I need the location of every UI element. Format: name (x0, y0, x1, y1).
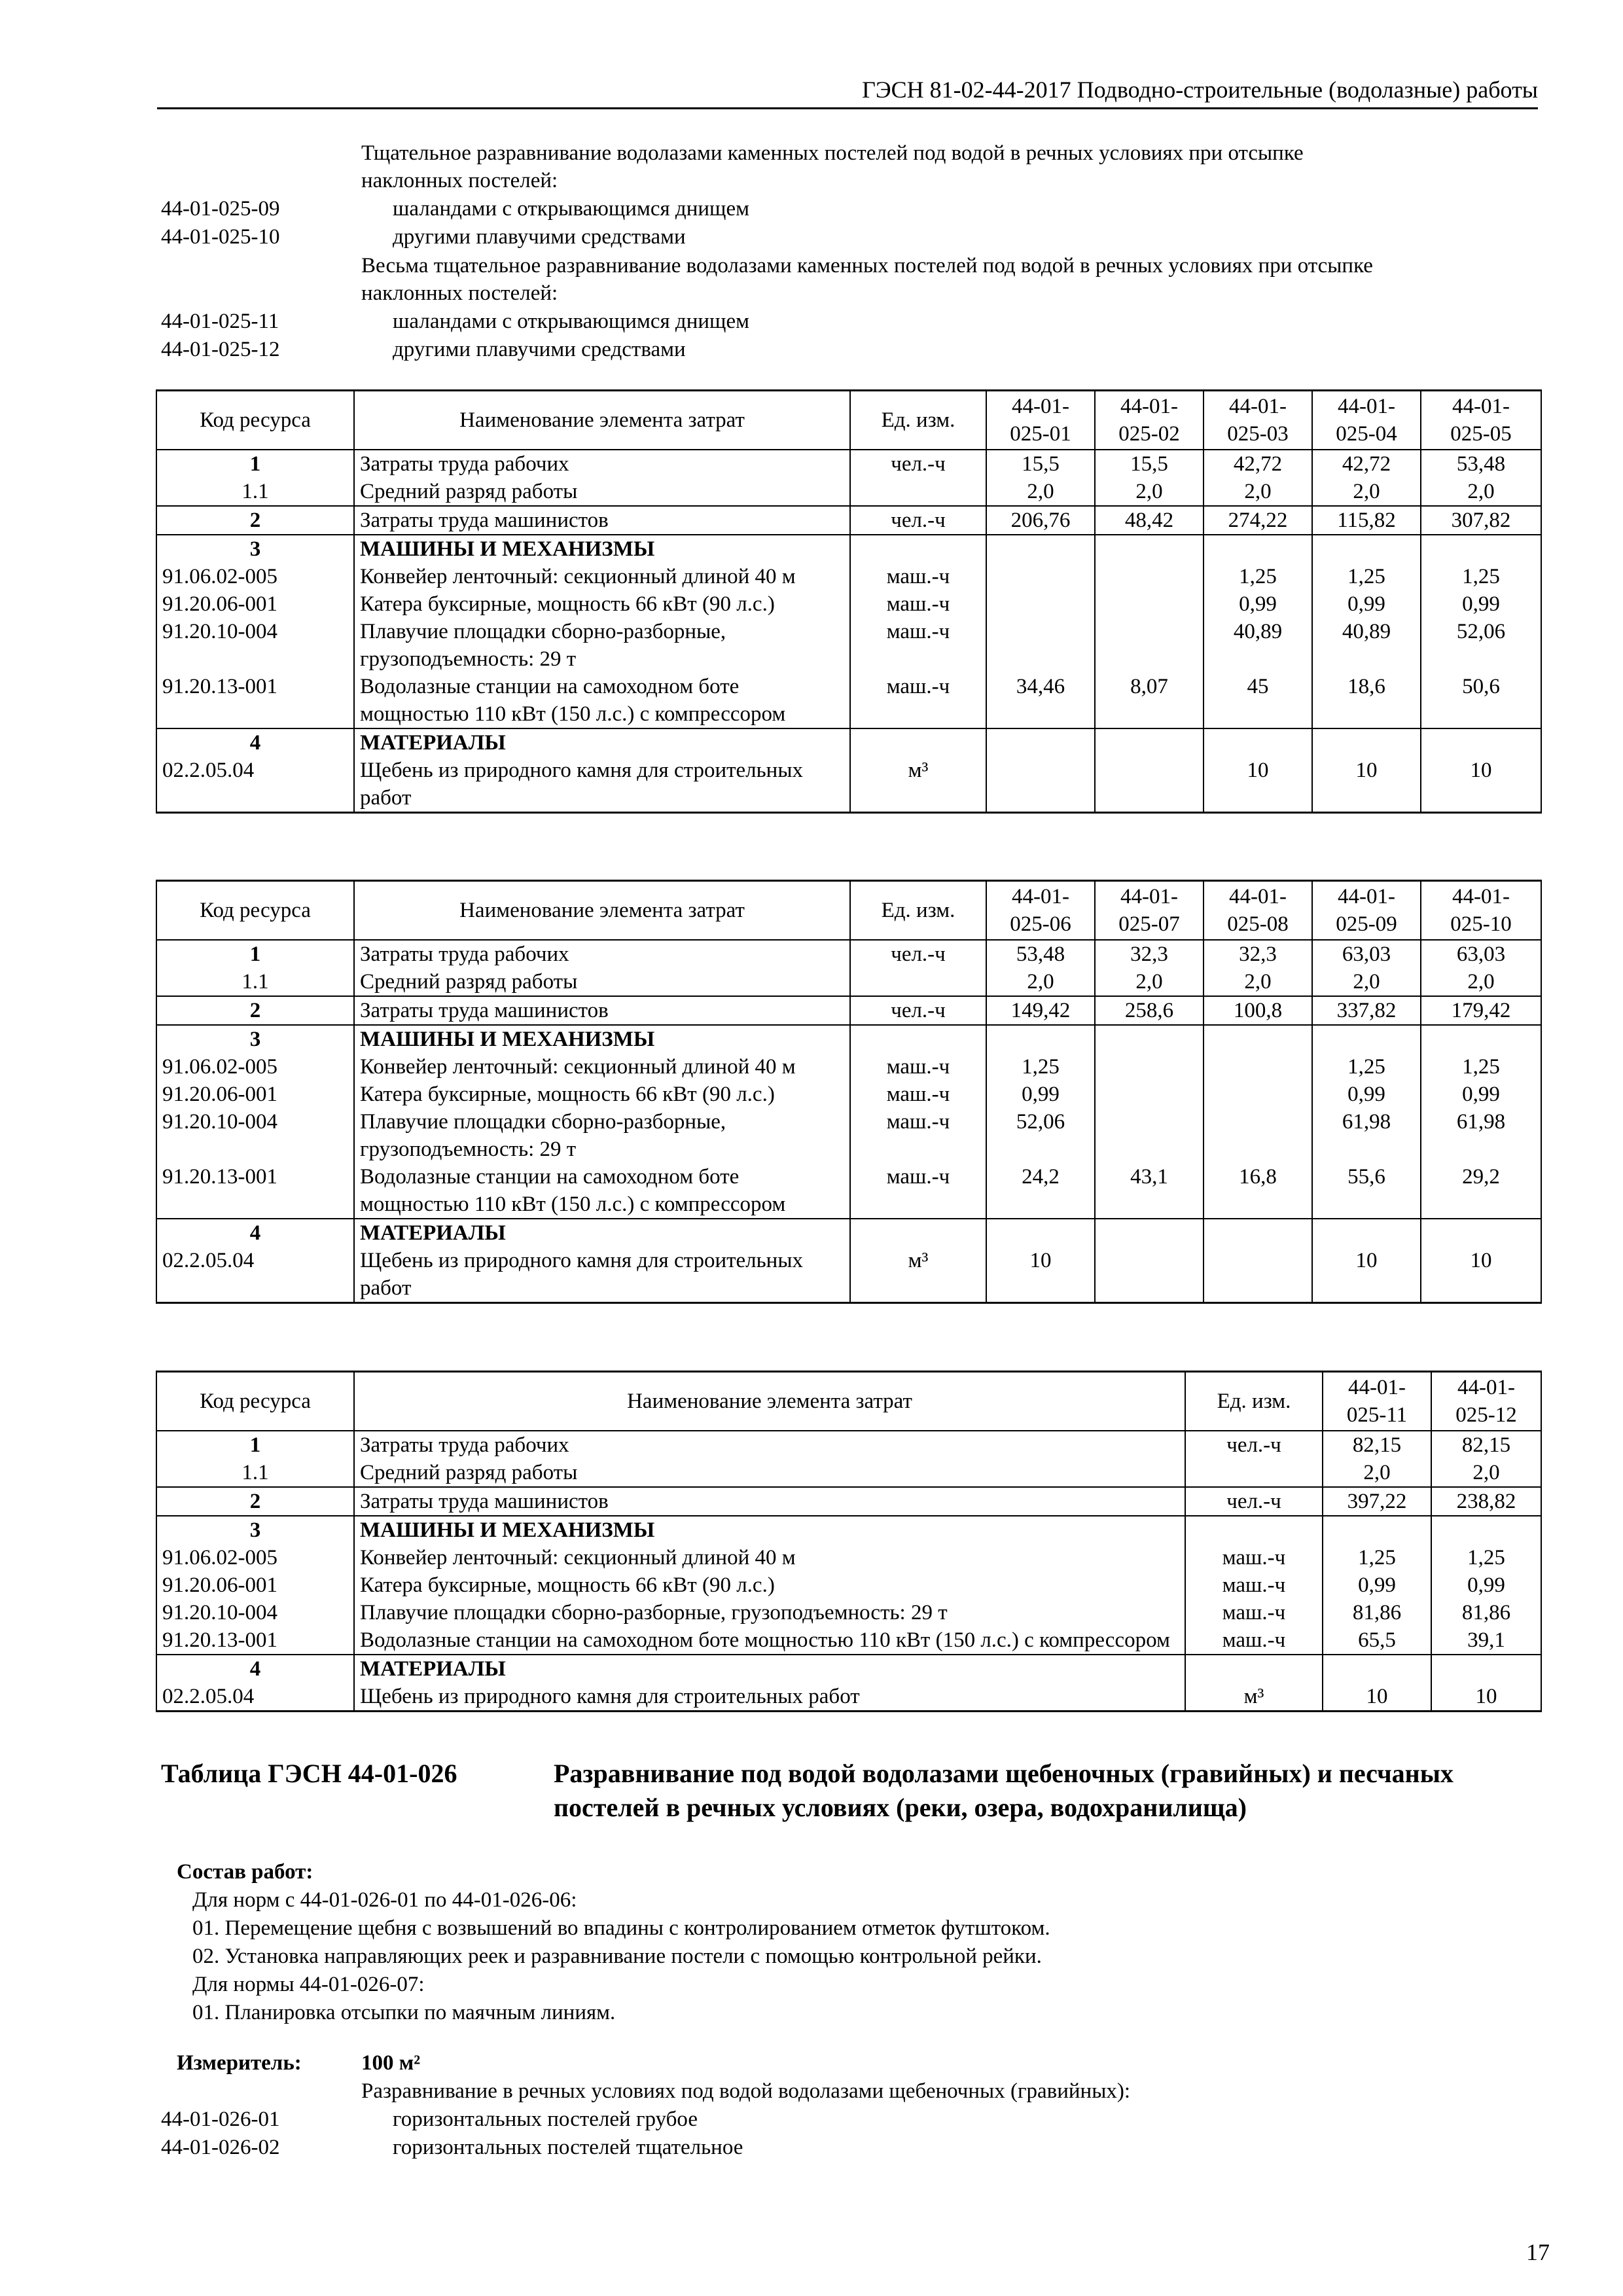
table-row: 1 Затраты труда рабочих чел.-ч 82,15 82,15 (156, 1431, 1541, 1459)
norm-code: 44-01-025-10 (161, 225, 280, 249)
header-name: Наименование элемента затрат (354, 1372, 1185, 1431)
norm-text: горизонтальных постелей грубое (393, 2108, 698, 2131)
table-row: 91.20.10-004 Плавучие площадки сборно-разборные, грузоподъемность: 29 т маш.-ч 40,89 40,89 52,06 (156, 618, 1541, 673)
meter-label: Измеритель: (177, 2051, 302, 2075)
header-norm: 44-01- 025-02 (1095, 391, 1204, 450)
work-line: 02. Установка направляющих реек и разравнивание постели с помощью контрольной рейки. (192, 1945, 1042, 1968)
norm-code: 44-01-025-11 (161, 310, 279, 333)
table-row: 4 МАТЕРИАЛЫ (156, 1219, 1541, 1247)
work-line: Для норм с 44-01-026-01 по 44-01-026-06: (192, 1888, 577, 1912)
header-code: Код ресурса (156, 391, 354, 450)
norm-code: 44-01-025-12 (161, 338, 280, 361)
table-row: 91.20.10-004 Плавучие площадки сборно-разборные, грузоподъемность: 29 т маш.-ч 52,06 61,98 61,98 (156, 1108, 1541, 1163)
header-norm: 44-01- 025-01 (986, 391, 1095, 450)
header-norm: 44-01- 025-12 (1431, 1372, 1541, 1431)
table-row: 91.06.02-005 Конвейер ленточный: секционный длиной 40 м маш.-ч 1,25 1,25 (156, 1544, 1541, 1571)
resource-table-1 (156, 389, 1542, 814)
resource-table-2 (156, 880, 1542, 1304)
table-row: 3 МАШИНЫ И МЕХАНИЗМЫ (156, 535, 1541, 563)
items-heading: Разравнивание в речных условиях под водой водолазами щебеночных (гравийных): (361, 2079, 1131, 2103)
table-row: 2 Затраты труда машинистов чел.-ч 206,76 48,42 274,22 115,82 307,82 (156, 506, 1541, 535)
table-row: 91.06.02-005 Конвейер ленточный: секционный длиной 40 м маш.-ч 1,25 1,25 1,25 (156, 1053, 1541, 1081)
work-heading: Состав работ: (177, 1860, 313, 1884)
header-title: ГЭСН 81-02-44-2017 Подводно-строительные (водолазные) работы (862, 77, 1538, 103)
table-row: 1 Затраты труда рабочих чел.-ч 15,5 15,5 42,72 42,72 53,48 (156, 450, 1541, 478)
norm-text: горизонтальных постелей тщательное (393, 2136, 743, 2159)
table-row: 4 МАТЕРИАЛЫ (156, 1655, 1541, 1683)
header-unit: Ед. изм. (1185, 1372, 1323, 1431)
table-row: 91.20.13-001 Водолазные станции на самоходном боте мощностью 110 кВт (150 л.с.) с компрессором маш.-ч 65,5 39,1 (156, 1626, 1541, 1655)
resource-table-3 (156, 1371, 1542, 1712)
table-row: 91.20.06-001 Катера буксирные, мощность 66 кВт (90 л.с.) маш.-ч 0,99 0,99 0,99 (156, 1081, 1541, 1108)
norm-code: 44-01-026-01 (161, 2108, 280, 2131)
header-code: Код ресурса (156, 881, 354, 940)
header-norm: 44-01- 025-08 (1204, 881, 1312, 940)
page-header (157, 73, 1538, 109)
norm-text: шаландами с открывающимся днищем (393, 197, 749, 221)
work-line: Для нормы 44-01-026-07: (192, 1973, 425, 1996)
intro-group1-line1: Тщательное разравнивание водолазами каменных постелей под водой в речных условиях при отсыпке (361, 141, 1304, 165)
table-label: Таблица ГЭСН 44-01-026 (161, 1759, 457, 1788)
header-norm: 44-01- 025-06 (986, 881, 1095, 940)
intro-group2-line2: наклонных постелей: (361, 281, 558, 305)
norm-code: 44-01-026-02 (161, 2136, 280, 2159)
section-title: Разравнивание под водой водолазами щебеночных (гравийных) и песчаных постелей в речных условиях (реки, озера, водохранилища) (554, 1759, 1454, 1822)
table-row: 2 Затраты труда машинистов чел.-ч 149,42 258,6 100,8 337,82 179,42 (156, 996, 1541, 1025)
norm-text: другими плавучими средствами (393, 338, 686, 361)
header-norm: 44-01- 025-11 (1323, 1372, 1431, 1431)
page-number: 17 (1526, 2239, 1550, 2265)
table-row: 91.20.10-004 Плавучие площадки сборно-разборные, грузоподъемность: 29 т маш.-ч 81,86 81,86 (156, 1599, 1541, 1626)
table-row: 4 МАТЕРИАЛЫ (156, 728, 1541, 757)
table-row: 3 МАШИНЫ И МЕХАНИЗМЫ (156, 1516, 1541, 1544)
table-row: 02.2.05.04 Щебень из природного камня для строительных работ м³ 10 10 (156, 1683, 1541, 1712)
table-row: 1 Затраты труда рабочих чел.-ч 53,48 32,3 32,3 63,03 63,03 (156, 940, 1541, 968)
intro-group1-line2: наклонных постелей: (361, 169, 558, 192)
table-row: 1.1 Средний разряд работы 2,0 2,0 (156, 1459, 1541, 1487)
header-unit: Ед. изм. (850, 391, 986, 450)
header-norm: 44-01- 025-10 (1421, 881, 1541, 940)
header-name: Наименование элемента затрат (354, 881, 850, 940)
norm-code: 44-01-025-09 (161, 197, 280, 221)
header-norm: 44-01- 025-04 (1312, 391, 1421, 450)
header-norm: 44-01- 025-09 (1312, 881, 1421, 940)
table-row: 91.20.13-001 Водолазные станции на самоходном боте мощностью 110 кВт (150 л.с.) с компрессором маш.-ч 24,2 43,1 16,8 55,6 29,2 (156, 1163, 1541, 1219)
table-row: 02.2.05.04 Щебень из природного камня для строительных работ м³ 10 10 10 (156, 757, 1541, 813)
header-norm: 44-01- 025-05 (1421, 391, 1541, 450)
norm-text: другими плавучими средствами (393, 225, 686, 249)
header-name: Наименование элемента затрат (354, 391, 850, 450)
meter-value: 100 м² (361, 2051, 421, 2075)
header-code: Код ресурса (156, 1372, 354, 1431)
table-row: 3 МАШИНЫ И МЕХАНИЗМЫ (156, 1025, 1541, 1053)
norm-text: шаландами с открывающимся днищем (393, 310, 749, 333)
table-row: 2 Затраты труда машинистов чел.-ч 397,22 238,82 (156, 1487, 1541, 1516)
header-norm: 44-01- 025-07 (1095, 881, 1204, 940)
table-row: 02.2.05.04 Щебень из природного камня для строительных работ м³ 10 10 10 (156, 1247, 1541, 1303)
work-line: 01. Планировка отсыпки по маячным линиям. (192, 2001, 616, 2024)
header-unit: Ед. изм. (850, 881, 986, 940)
table-row: 91.20.06-001 Катера буксирные, мощность 66 кВт (90 л.с.) маш.-ч 0,99 0,99 0,99 (156, 590, 1541, 618)
intro-group2-line1: Весьма тщательное разравнивание водолазами каменных постелей под водой в речных условиях при отсыпке (361, 254, 1373, 278)
work-line: 01. Перемещение щебня с возвышений во впадины с контролированием отметок футштоком. (192, 1916, 1050, 1940)
table-row: 91.06.02-005 Конвейер ленточный: секционный длиной 40 м маш.-ч 1,25 1,25 1,25 (156, 563, 1541, 590)
table-row: 1.1 Средний разряд работы 2,0 2,0 2,0 2,0 2,0 (156, 478, 1541, 506)
table-row: 91.20.13-001 Водолазные станции на самоходном боте мощностью 110 кВт (150 л.с.) с компрессором маш.-ч 34,46 8,07 45 18,6 50,6 (156, 673, 1541, 728)
header-norm: 44-01- 025-03 (1204, 391, 1312, 450)
table-row: 91.20.06-001 Катера буксирные, мощность 66 кВт (90 л.с.) маш.-ч 0,99 0,99 (156, 1571, 1541, 1599)
table-row: 1.1 Средний разряд работы 2,0 2,0 2,0 2,0 2,0 (156, 968, 1541, 996)
